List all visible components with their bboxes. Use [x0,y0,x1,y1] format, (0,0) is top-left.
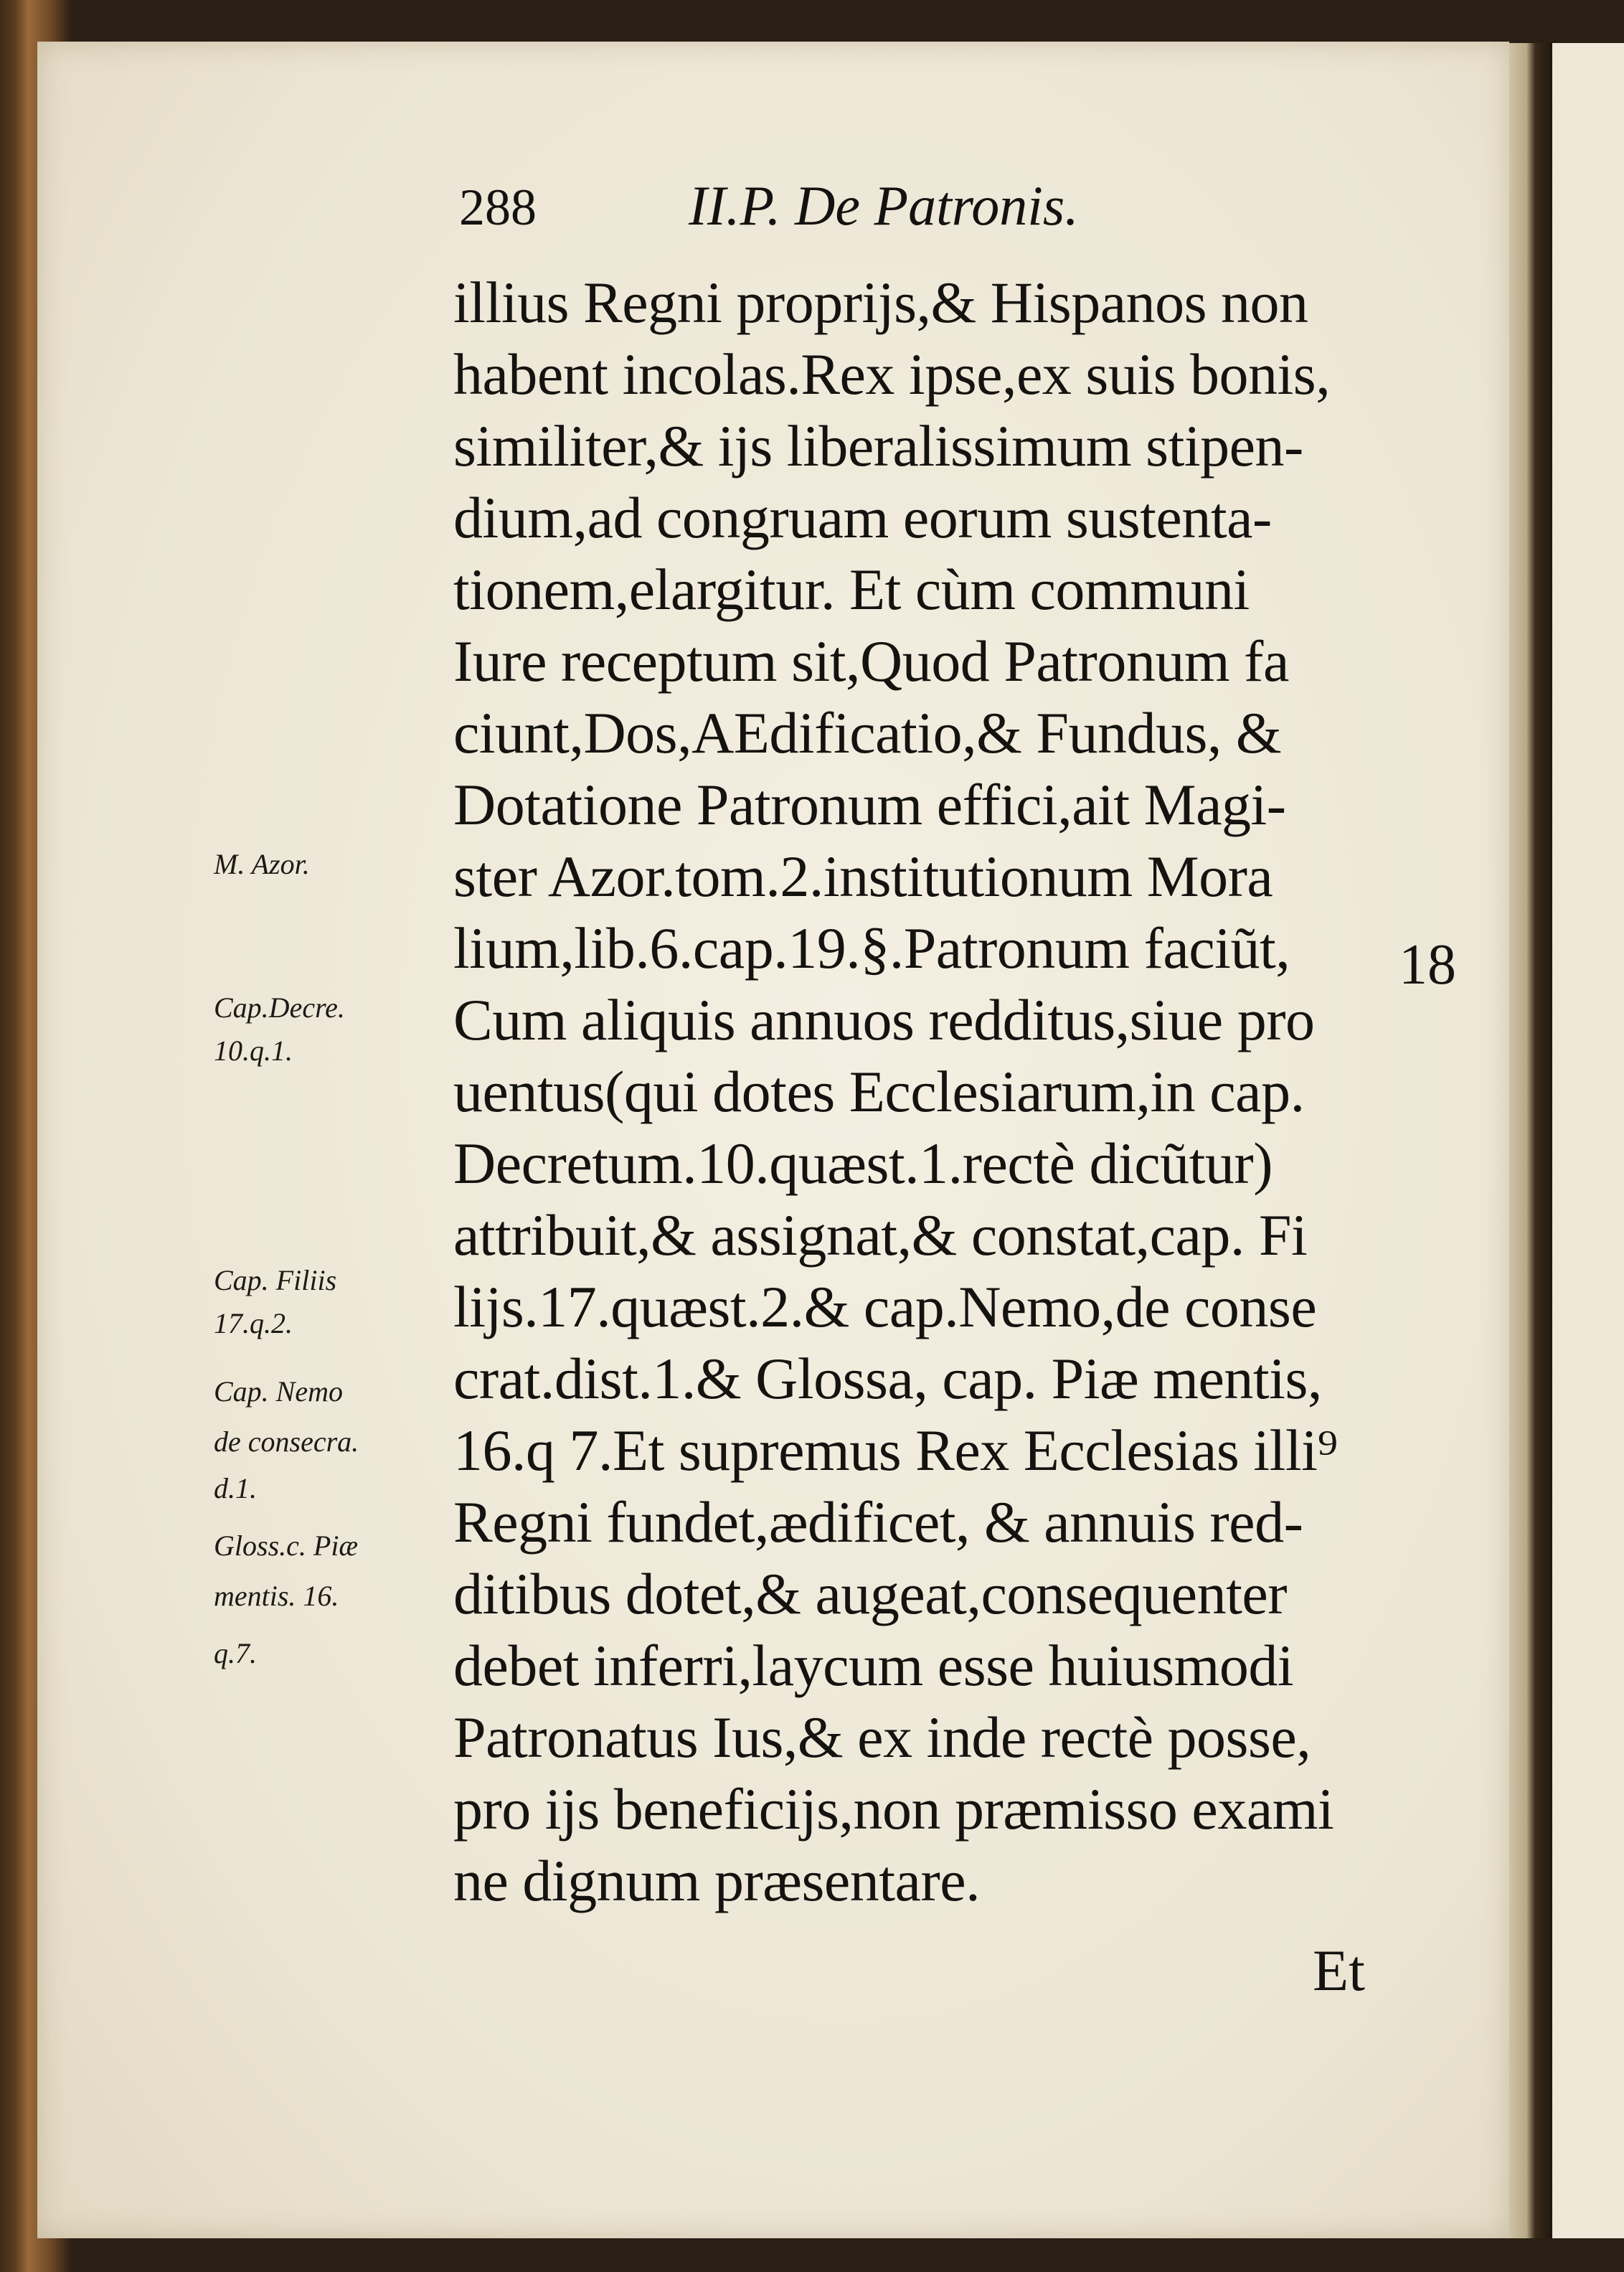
body-line: lijs.17.quæst.2.& cap.Nemo,de conse [453,1274,1317,1339]
body-line: Regni fundet,ædificet, & annuis red- [453,1489,1303,1555]
running-header: II.P. De Patronis. [689,174,1079,237]
body-line: ditibus dotet,& augeat,consequenter [453,1561,1288,1626]
body-line: debet inferri,laycum esse huiusmodi [453,1633,1294,1698]
body-line: illius Regni proprijs,& Hispanos non [453,270,1308,335]
body-line: uentus(qui dotes Ecclesiarum,in cap. [453,1059,1305,1124]
body-line: Cum aliquis annuos redditus,siue pro [453,987,1315,1052]
body-line: crat.dist.1.& Glossa, cap. Piæ mentis, [453,1346,1322,1411]
body-line: tionem,elargitur. Et cùm communi [453,557,1250,622]
margin-note: mentis. 16. [214,1580,339,1612]
body-line: ne dignum præsentare. [453,1848,981,1913]
page-gutter [1509,43,1552,2238]
margin-note: q.7. [214,1637,257,1669]
body-line: ciunt,Dos,AEdificatio,& Fundus, & [453,700,1282,765]
body-line: pro ijs beneficijs,non præmisso exami [453,1776,1334,1842]
margin-note: Gloss.c. Piæ [214,1529,359,1562]
margin-note: de consecra. [214,1425,359,1458]
margin-note: M. Azor. [214,848,310,880]
body-line: Iure receptum sit,Quod Patronum fa [453,628,1289,694]
body-line: Decretum.10.quæst.1.rectè dicũtur) [453,1131,1273,1196]
line-marker-number: 18 [1399,933,1456,996]
page-number: 288 [459,179,537,236]
margin-note: 17.q.2. [214,1307,293,1339]
margin-note: d.1. [214,1472,257,1504]
margin-note: Cap. Nemo [214,1375,343,1408]
body-line: 16.q 7.Et supremus Rex Ecclesias illi⁹ [453,1418,1338,1483]
body-line: Patronatus Ius,& ex inde rectè posse, [453,1705,1311,1770]
catchword: Et [1313,1938,1365,2003]
body-line: Dotatione Patronum effici,ait Magi- [453,772,1286,837]
body-line: similiter,& ijs liberalissimum stipen- [453,413,1303,479]
body-line: ster Azor.tom.2.institutionum Mora [453,844,1273,909]
body-line: attribuit,& assignat,& constat,cap. Fi [453,1202,1308,1268]
body-line: dium,ad congruam eorum sustenta- [453,485,1272,550]
facing-page-edge [1552,43,1624,2238]
body-line: habent incolas.Rex ipse,ex suis bonis, [453,341,1331,407]
margin-note: 10.q.1. [214,1034,293,1067]
margin-note: Cap. Filiis [214,1264,337,1296]
body-line: lium,lib.6.cap.19.§.Patronum faciũt, [453,915,1290,981]
margin-note: Cap.Decre. [214,991,345,1024]
